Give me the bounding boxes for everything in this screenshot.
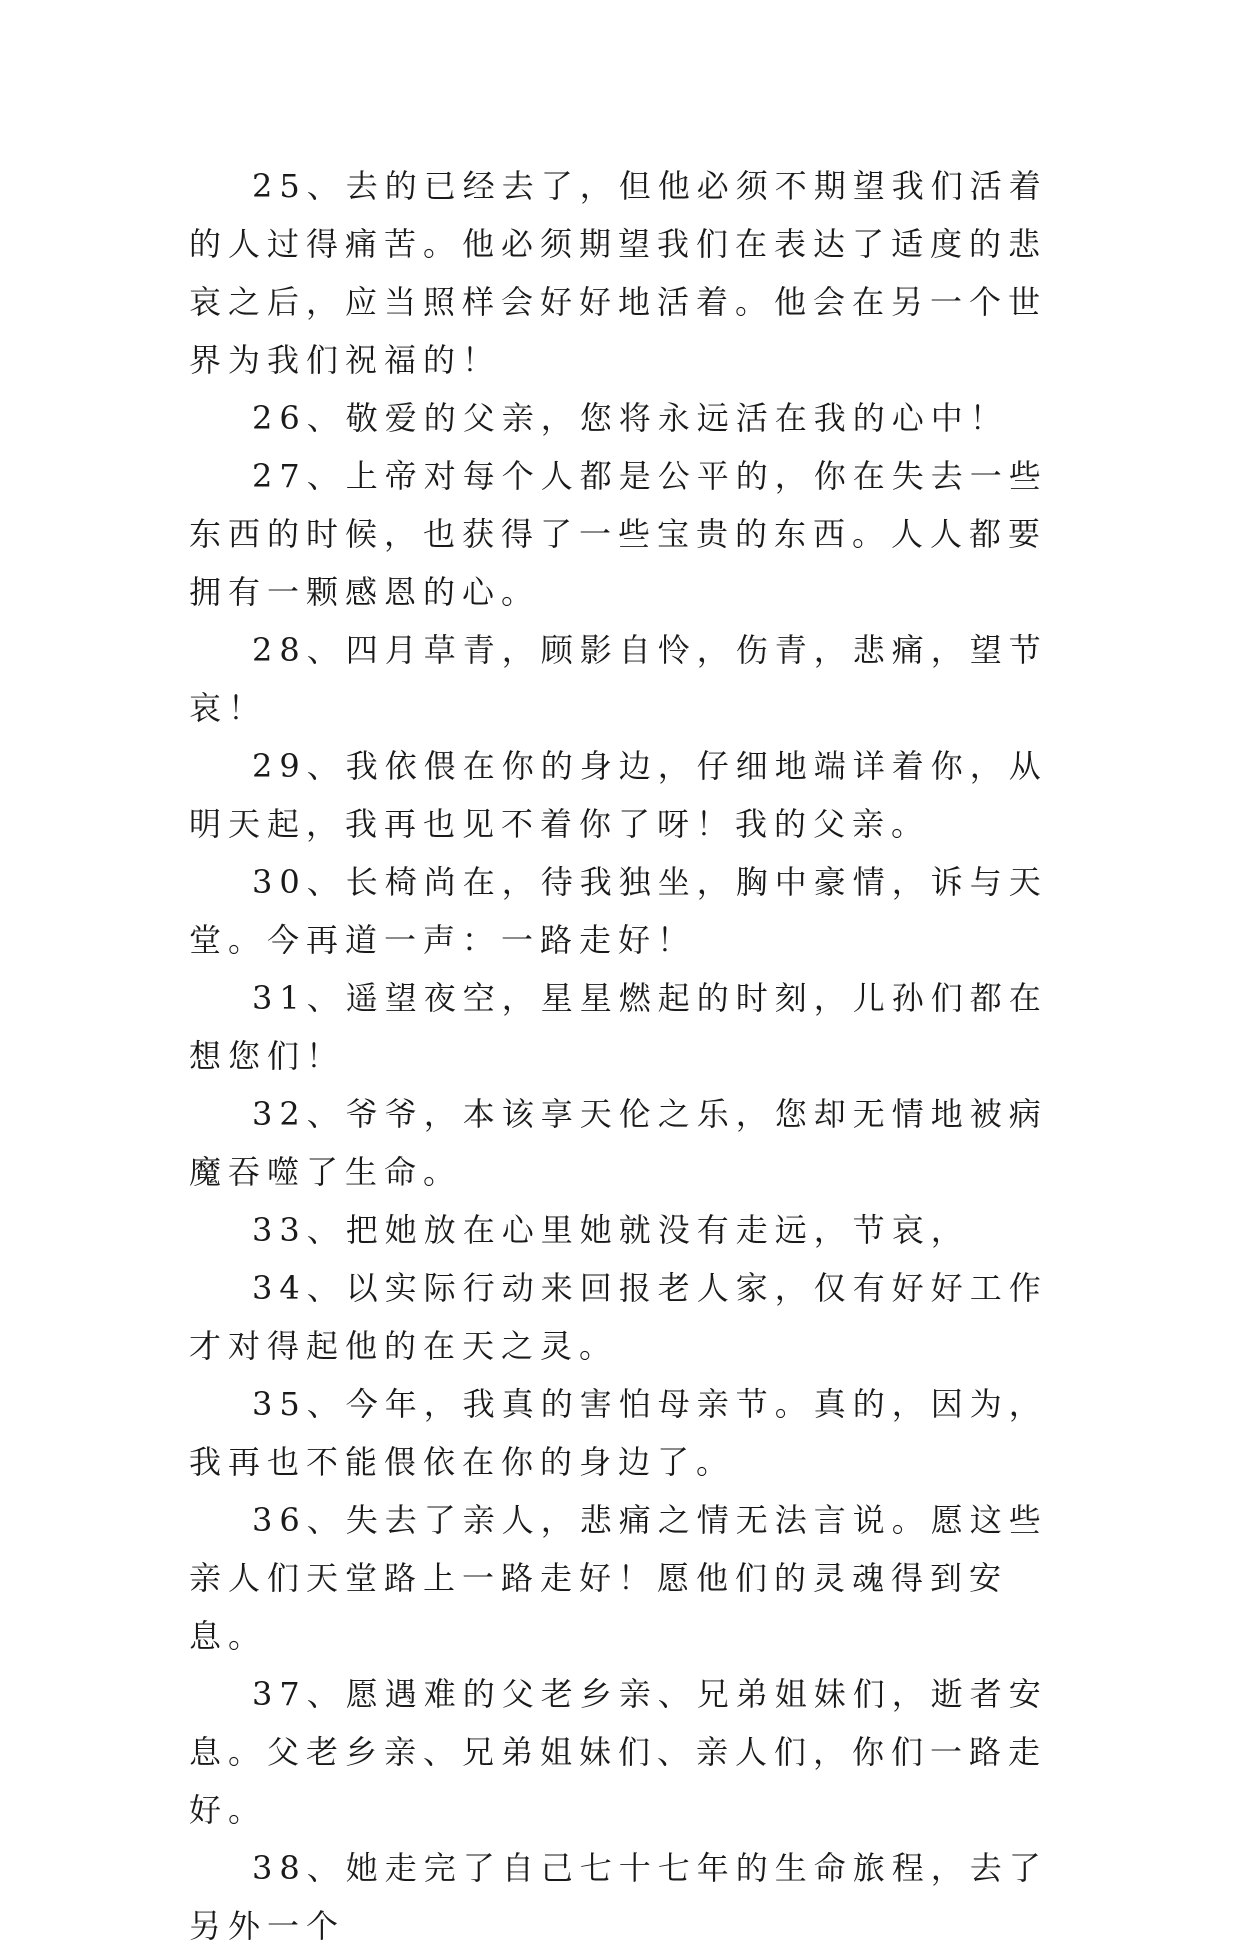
paragraph-28: 28、四月草青，顾影自怜，伤青，悲痛，望节哀！ bbox=[189, 631, 1048, 727]
paragraph-34: 34、以实际行动来回报老人家，仅有好好工作才对得起他的在天之灵。 bbox=[189, 1269, 1048, 1365]
paragraph-27: 27、上帝对每个人都是公平的，你在失去一些东西的时候，也获得了一些宝贵的东西。人人都要拥有一颗感恩的心。 bbox=[189, 457, 1048, 611]
paragraph-36: 36、失去了亲人，悲痛之情无法言说。愿这些亲人们天堂路上一路走好！愿他们的灵魂得到安息。 bbox=[189, 1501, 1048, 1655]
paragraph-30: 30、长椅尚在，待我独坐，胸中豪情，诉与天堂。今再道一声：一路走好！ bbox=[189, 863, 1048, 959]
paragraph-31: 31、遥望夜空，星星燃起的时刻，儿孙们都在想您们！ bbox=[189, 979, 1048, 1075]
paragraph-29: 29、我依偎在你的身边，仔细地端详着你，从明天起，我再也见不着你了呀！我的父亲。 bbox=[189, 747, 1048, 843]
document-body bbox=[189, 157, 1051, 1955]
paragraph-35: 35、今年，我真的害怕母亲节。真的，因为，我再也不能偎依在你的身边了。 bbox=[189, 1385, 1048, 1481]
paragraph-33: 33、把她放在心里她就没有走远，节哀， bbox=[252, 1211, 970, 1249]
paragraph-38: 38、她走完了自己七十七年的生命旅程，去了另外一个 bbox=[189, 1849, 1048, 1945]
paragraph-26: 26、敬爱的父亲，您将永远活在我的心中！ bbox=[252, 399, 1009, 437]
paragraph-25: 25、去的已经去了，但他必须不期望我们活着的人过得痛苦。他必须期望我们在表达了适度的悲哀之后，应当照样会好好地活着。他会在另一个世界为我们祝福的！ bbox=[189, 167, 1048, 379]
paragraph-37: 37、愿遇难的父老乡亲、兄弟姐妹们，逝者安息。父老乡亲、兄弟姐妹们、亲人们，你们一路走好。 bbox=[189, 1675, 1048, 1829]
paragraph-32: 32、爷爷，本该享天伦之乐，您却无情地被病魔吞噬了生命。 bbox=[189, 1095, 1048, 1191]
